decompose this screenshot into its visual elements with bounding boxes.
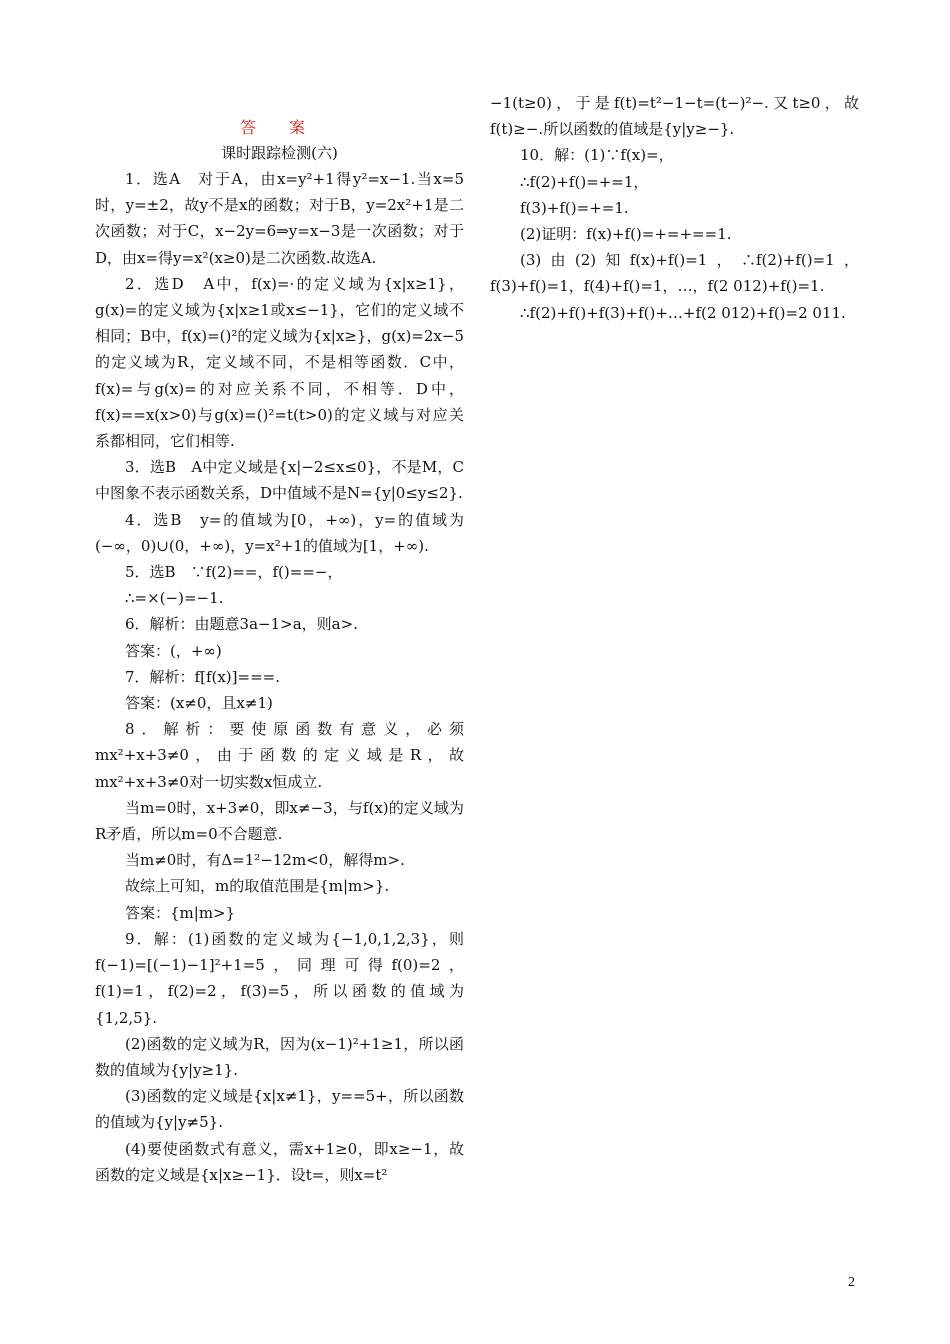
answer-9-part4: (4)要使函数式有意义，需x+1≥0，即x≥−1，故函数的定义域是{x|x≥−1}．设t=，则x=t² [95,1139,464,1184]
answer-8-case2: 当m≠0时，有Δ=1²−12m<0，解得m>. [125,851,405,870]
answer-10: 10．解：(1)∵f(x)=， [520,146,674,165]
answer-10-line3: f(3)+f()=+=1. [520,198,629,217]
answer-6-result: 答案：(，+∞) [125,641,222,660]
answer-10-part2: (2)证明：f(x)+f()=+=+==1. [520,225,732,244]
answer-9-part3: (3)函数的定义域是{x|x≠1}，y==5+，所以函数的值域为{y|y≠5}. [95,1087,464,1132]
answer-8-conclusion: 故综上可知，m的取值范围是{m|m>}. [125,877,390,896]
answer-10-sum: ∴f(2)+f()+f(3)+f()+…+f(2 012)+f()=2 011. [520,303,846,322]
answer-8-result: 答案：{m|m>} [125,903,236,922]
answer-7: 7．解析：f[f(x)]===. [125,667,280,686]
answer-title: 答 案 [239,118,320,137]
answer-4: 4．选B y=的值域为[0，+∞)，y=的值域为(−∞，0)∪(0，+∞)，y=x²+1的值域为[1，+∞). [95,510,464,555]
answer-9-part4-cont: −1(t≥0)，于是f(t)=t²−1−t=(t−)²−.又t≥0，故f(t)≥−.所以函数的值域是{y|y≥−}. [490,94,859,139]
right-column [490,90,859,326]
answer-7-result: 答案：(x≠0，且x≠1) [125,694,273,713]
answer-5: 5．选B ∵f(2)==，f()==−， [125,563,343,582]
answer-1: 1．选A 对于A，由x=y²+1得y²=x−1.当x=5时，y=±2，故y不是x的函数；对于B，y=2x²+1是二次函数；对于C，x−2y=6⇒y=x−3是一次函数；对于D，由x=得y=x²(x≥0)是二次函数.故选A. [95,170,464,267]
answer-9-part1: 9．解：(1)函数的定义域为{−1,0,1,2,3}，则f(−1)=[(−1)−1]²+1=5，同理可得f(0)=2，f(1)=1，f(2)=2，f(3)=5，所以函数的值域为{1,2,5}. [95,929,464,1027]
answer-8-case1: 当m=0时，x+3≠0，即x≠−3，与f(x)的定义域为R矛盾，所以m=0不合题意. [95,798,464,844]
page-number: 2 [848,1275,855,1290]
answer-3: 3．选B A中定义域是{x|−2≤x≤0}，不是M，C中图象不表示函数关系，D中值域不是N={y|0≤y≤2}. [95,458,464,503]
answer-8: 8．解析：要使原函数有意义，必须mx²+x+3≠0，由于函数的定义域是R，故mx²+x+3≠0对一切实数x恒成立. [95,720,464,791]
answer-10-line2: ∴f(2)+f()=+=1， [520,172,649,191]
section-subtitle: 课时跟踪检测(六) [221,144,338,162]
answer-6: 6．解析：由题意3a−1>a，则a>. [125,615,358,634]
left-column [95,90,464,1188]
answer-2: 2．选D A中，f(x)=·的定义域为{x|x≥1}，g(x)=的定义域为{x|x≥1或x≤−1}，它们的定义域不相同；B中，f(x)=()²的定义域为{x|x≥}，g(x)=2x−5的定义域为R，定义域不同，不是相等函数．C中，f(x)=与g(x)=的对应关系不同，不相等．D中，f(x)==x(x>0)与g(x)=()²=t(t>0)的定义域与对应关系都相同，它们相等. [95,274,464,451]
answer-10-part3: (3)由(2)知f(x)+f()=1，∴f(2)+f()=1，f(3)+f()=1，f(4)+f()=1，…，f(2 012)+f()=1. [490,251,859,296]
answer-9-part2: (2)函数的定义域为R，因为(x−1)²+1≥1，所以函数的值域为{y|y≥1}. [95,1034,464,1079]
answer-5-cont: ∴=×(−)=−1. [125,589,224,608]
